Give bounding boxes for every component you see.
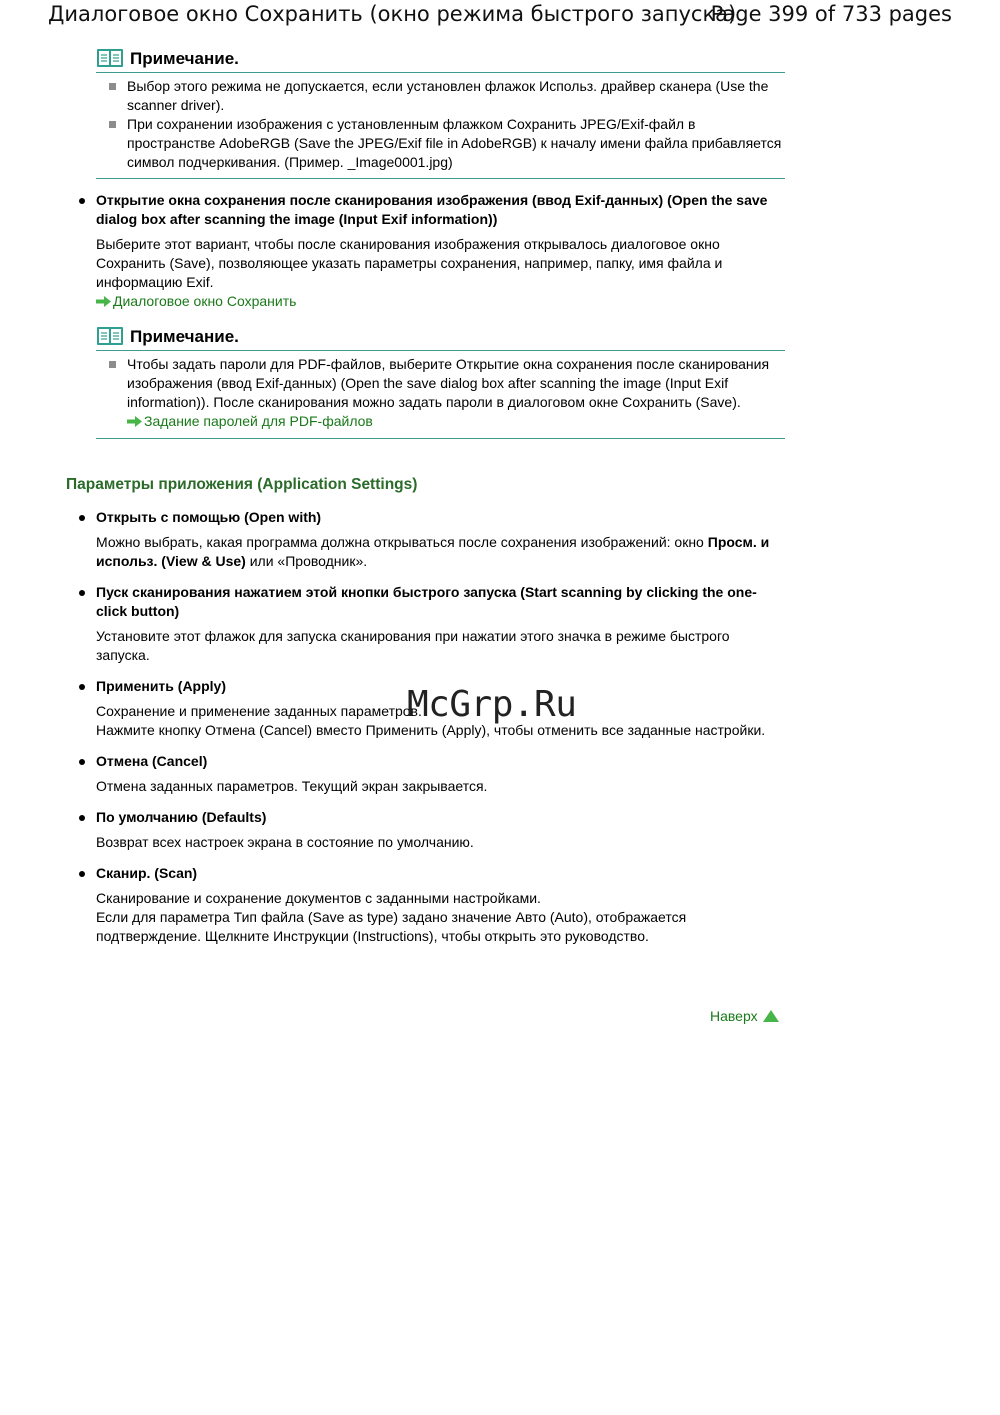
note-item [96,115,785,172]
page-counter: Page 399 of 733 pages [710,2,952,26]
square-bullet-icon [109,121,116,128]
watermark: McGrp.Ru [407,684,577,725]
description-text: Можно выбрать, какая программа должна открываться после сохранения изображений: окно [96,534,704,550]
option-title: Применить (Apply) [96,678,226,694]
green-arrow-icon [127,416,142,427]
note-body [96,73,785,179]
option-title: Отмена (Cancel) [96,753,208,769]
description-text: Сканирование и сохранение документов с заданными настройками. [96,890,541,906]
bullet-icon [79,759,85,765]
description-text: Сохранение и применение заданных параметров. [96,703,422,719]
description-bold-text: Просм. и использ. (View & Use) [96,534,770,569]
green-arrow-icon [96,296,111,307]
option-description: Возврат всех настроек экрана в состояние по умолчанию. [96,834,474,850]
option-description [96,533,786,571]
option-description: Отмена заданных параметров. Текущий экран закрывается. [96,778,488,794]
book-icon [96,326,124,346]
up-triangle-icon [763,1010,779,1022]
option-description [96,235,786,312]
section-title: Параметры приложения (Application Settings) [66,476,418,493]
square-bullet-icon [109,83,116,90]
option-title: Открытие окна сохранения после сканирования изображения (ввод Exif-данных) (Open the save dialog box after scanning the image (Input Exif information)) [96,192,768,227]
pdf-password-link[interactable] [127,412,373,431]
note-item-text: Чтобы задать пароли для PDF-файлов, выберите Открытие окна сохранения после сканирования изображения (ввод Exif-данных) (Open the save dialog box after scanning the image (Input Exif information)). После сканирования можно задать пароли в диалоговом окне Сохранить (Save). [127,356,770,410]
option-open-save-dialog [66,191,786,229]
description-text: Нажмите кнопку Отмена (Cancel) вместо Применить (Apply), чтобы отменить все заданные настройки. [96,722,766,738]
note-title: Примечание. [130,48,239,68]
option-description [96,889,786,946]
bullet-icon [79,198,85,204]
option-scan [66,864,786,883]
description-text: или «Проводник». [245,553,368,569]
option-title: Сканир. (Scan) [96,865,198,881]
option-start-scanning [66,583,786,621]
link-text: Диалоговое окно Сохранить [113,293,297,309]
bullet-icon [79,590,85,596]
back-to-top-link[interactable] [710,1008,779,1024]
note-box-2 [96,322,785,439]
description-text: Если для параметра Тип файла (Save as type) задано значение Авто (Auto), отображается подтверждение. Щелкните Инструкции (Instructions), чтобы открыть это руководство. [96,909,687,944]
bullet-icon [79,871,85,877]
note-body [96,351,785,439]
option-title: По умолчанию (Defaults) [96,809,267,825]
option-open-with [66,508,786,527]
bullet-icon [79,684,85,690]
note-box-1 [96,44,785,179]
note-header [96,44,785,73]
document-title: Диалоговое окно Сохранить (окно режима быстрого запуска) [48,2,737,26]
link-text: Наверх [710,1008,758,1024]
description-text: Выберите этот вариант, чтобы после сканирования изображения открывалось диалоговое окно Сохранить (Save), позволяющее указать параметры сохранения, например, папку, имя файла и информацию Exif. [96,236,723,290]
bullet-icon [79,815,85,821]
note-header [96,322,785,351]
page-header [0,0,1000,30]
option-defaults [66,808,786,827]
option-description: Установите этот флажок для запуска сканирования при нажатии этого значка в режиме быстрого запуска. [96,628,730,663]
square-bullet-icon [109,361,116,368]
option-cancel [66,752,786,771]
bullet-icon [79,515,85,521]
book-icon [96,48,124,68]
option-title: Пуск сканирования нажатием этой кнопки быстрого запуска (Start scanning by clicking the one-click button) [96,584,757,619]
main-content [66,44,786,946]
option-title: Открыть с помощью (Open with) [96,509,322,525]
save-dialog-link[interactable] [96,292,296,311]
note-item-text: Выбор этого режима не допускается, если установлен флажок Использ. драйвер сканера (Use the scanner driver). [127,78,769,113]
note-title: Примечание. [130,326,239,346]
note-item-text: При сохранении изображения с установленным флажком Сохранить JPEG/Exif-файл в пространстве AdobeRGB (Save the JPEG/Exif file in AdobeRGB) к началу имени файла прибавляется символ подчеркивания. (Пример. _Image0001.jpg) [127,116,782,170]
note-item [96,355,785,432]
link-text: Задание паролей для PDF-файлов [144,413,373,429]
note-item [96,77,785,115]
